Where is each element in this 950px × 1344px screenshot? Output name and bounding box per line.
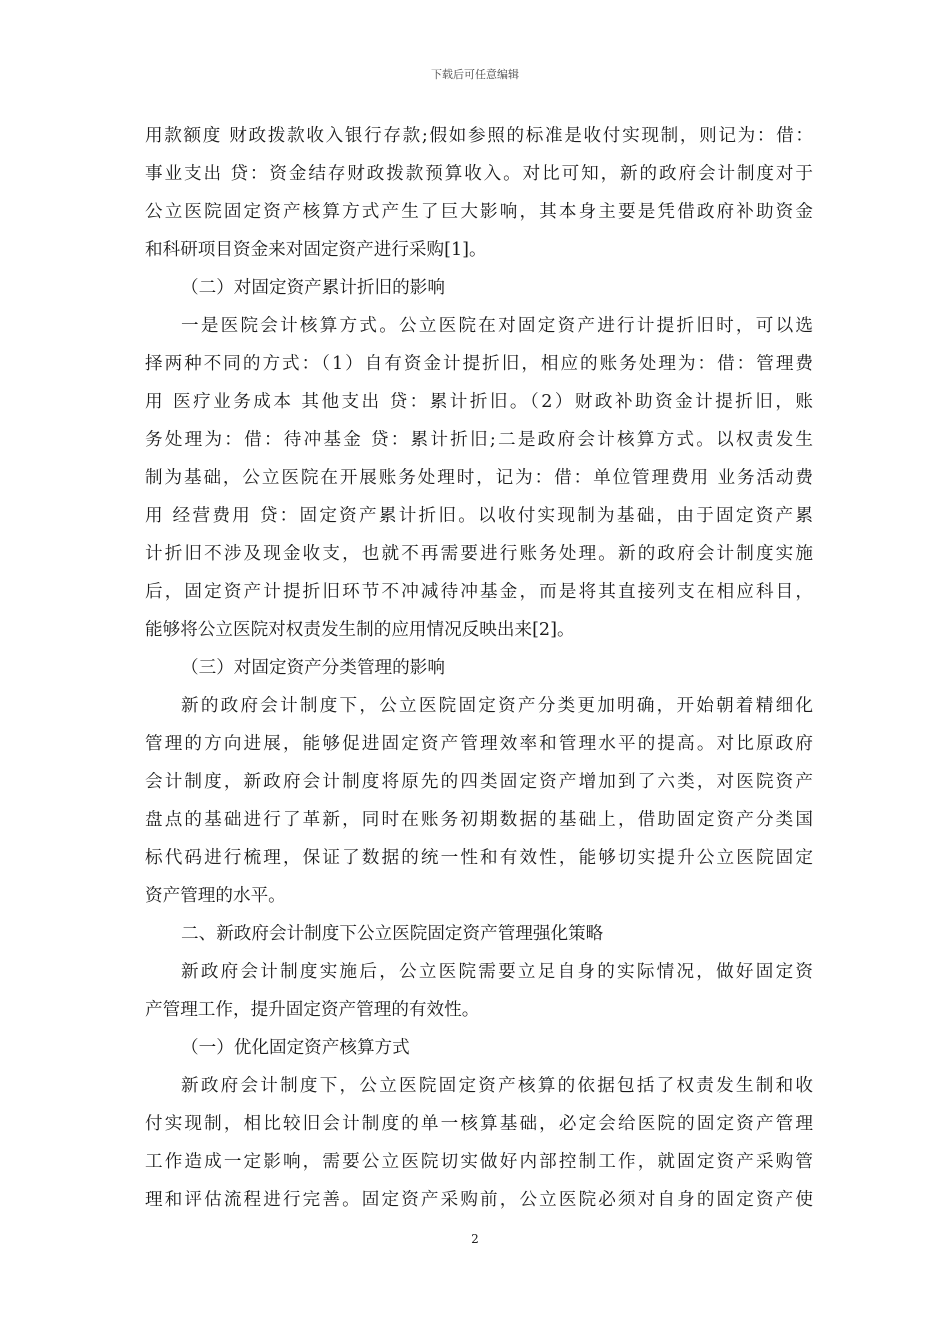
text-line: （一）优化固定资产核算方式 xyxy=(181,1038,410,1058)
text-line: 会计制度，新政府会计制度将原先的四类固定资产增加到了六类，对医院资产 xyxy=(145,772,813,792)
text-line: 产管理工作，提升固定资产管理的有效性。 xyxy=(145,1000,480,1020)
text-line: 事业支出 贷：资金结存财政拨款预算收入。对比可知，新的政府会计制度对于 xyxy=(145,164,813,184)
text-line: 用 医疗业务成本 其他支出 贷：累计折旧。（2）财政补助资金计提折旧，账 xyxy=(145,392,813,412)
text-line: 一是医院会计核算方式。公立医院在对固定资产进行计提折旧时，可以选 xyxy=(181,316,813,336)
text-line: 能够将公立医院对权责发生制的应用情况反映出来[2]。 xyxy=(145,620,575,640)
text-line: 用款额度 财政拨款收入银行存款;假如参照的标准是收付实现制，则记为：借： xyxy=(145,126,813,146)
text-line: 新政府会计制度实施后，公立医院需要立足自身的实际情况，做好固定资 xyxy=(181,962,813,982)
text-line: 新的政府会计制度下，公立医院固定资产分类更加明确，开始朝着精细化 xyxy=(181,696,813,716)
text-line: 择两种不同的方式：（1）自有资金计提折旧，相应的账务处理为：借：管理费 xyxy=(145,354,813,374)
text-line: 公立医院固定资产核算方式产生了巨大影响，其本身主要是凭借政府补助资金 xyxy=(145,202,813,222)
text-line: 二、新政府会计制度下公立医院固定资产管理强化策略 xyxy=(181,924,604,944)
text-line: 计折旧不涉及现金收支，也就不再需要进行账务处理。新的政府会计制度实施 xyxy=(145,544,813,564)
document-body xyxy=(145,117,813,1219)
text-line: 付实现制，相比较旧会计制度的单一核算基础，必定会给医院的固定资产管理 xyxy=(145,1114,813,1134)
text-line: 务处理为：借：待冲基金 贷：累计折旧;二是政府会计核算方式。以权责发生 xyxy=(145,430,813,450)
text-line: 用 经营费用 贷：固定资产累计折旧。以收付实现制为基础，由于固定资产累 xyxy=(145,506,813,526)
text-line: 资产管理的水平。 xyxy=(145,886,286,906)
text-line: 工作造成一定影响，需要公立医院切实做好内部控制工作，就固定资产采购管 xyxy=(145,1152,813,1172)
text-line: 制为基础，公立医院在开展账务处理时，记为：借：单位管理费用 业务活动费 xyxy=(145,468,813,488)
text-line: 和科研项目资金来对固定资产进行采购[1]。 xyxy=(145,240,487,260)
text-line: 盘点的基础进行了革新，同时在账务初期数据的基础上，借助固定资产分类国 xyxy=(145,810,813,830)
page-header: 下载后可任意编辑 xyxy=(431,68,519,81)
text-line: （三）对固定资产分类管理的影响 xyxy=(181,658,445,678)
text-line: 新政府会计制度下，公立医院固定资产核算的依据包括了权责发生制和收 xyxy=(181,1076,813,1096)
text-line: 标代码进行梳理，保证了数据的统一性和有效性，能够切实提升公立医院固定 xyxy=(145,848,813,868)
page-number: 2 xyxy=(471,1232,479,1246)
text-line: 后，固定资产计提折旧环节不冲减待冲基金，而是将其直接列支在相应科目， xyxy=(145,582,813,602)
text-line: 理和评估流程进行完善。固定资产采购前，公立医院必须对自身的固定资产使 xyxy=(145,1190,813,1210)
text-line: 管理的方向进展，能够促进固定资产管理效率和管理水平的提高。对比原政府 xyxy=(145,734,813,754)
text-line: （二）对固定资产累计折旧的影响 xyxy=(181,278,445,298)
